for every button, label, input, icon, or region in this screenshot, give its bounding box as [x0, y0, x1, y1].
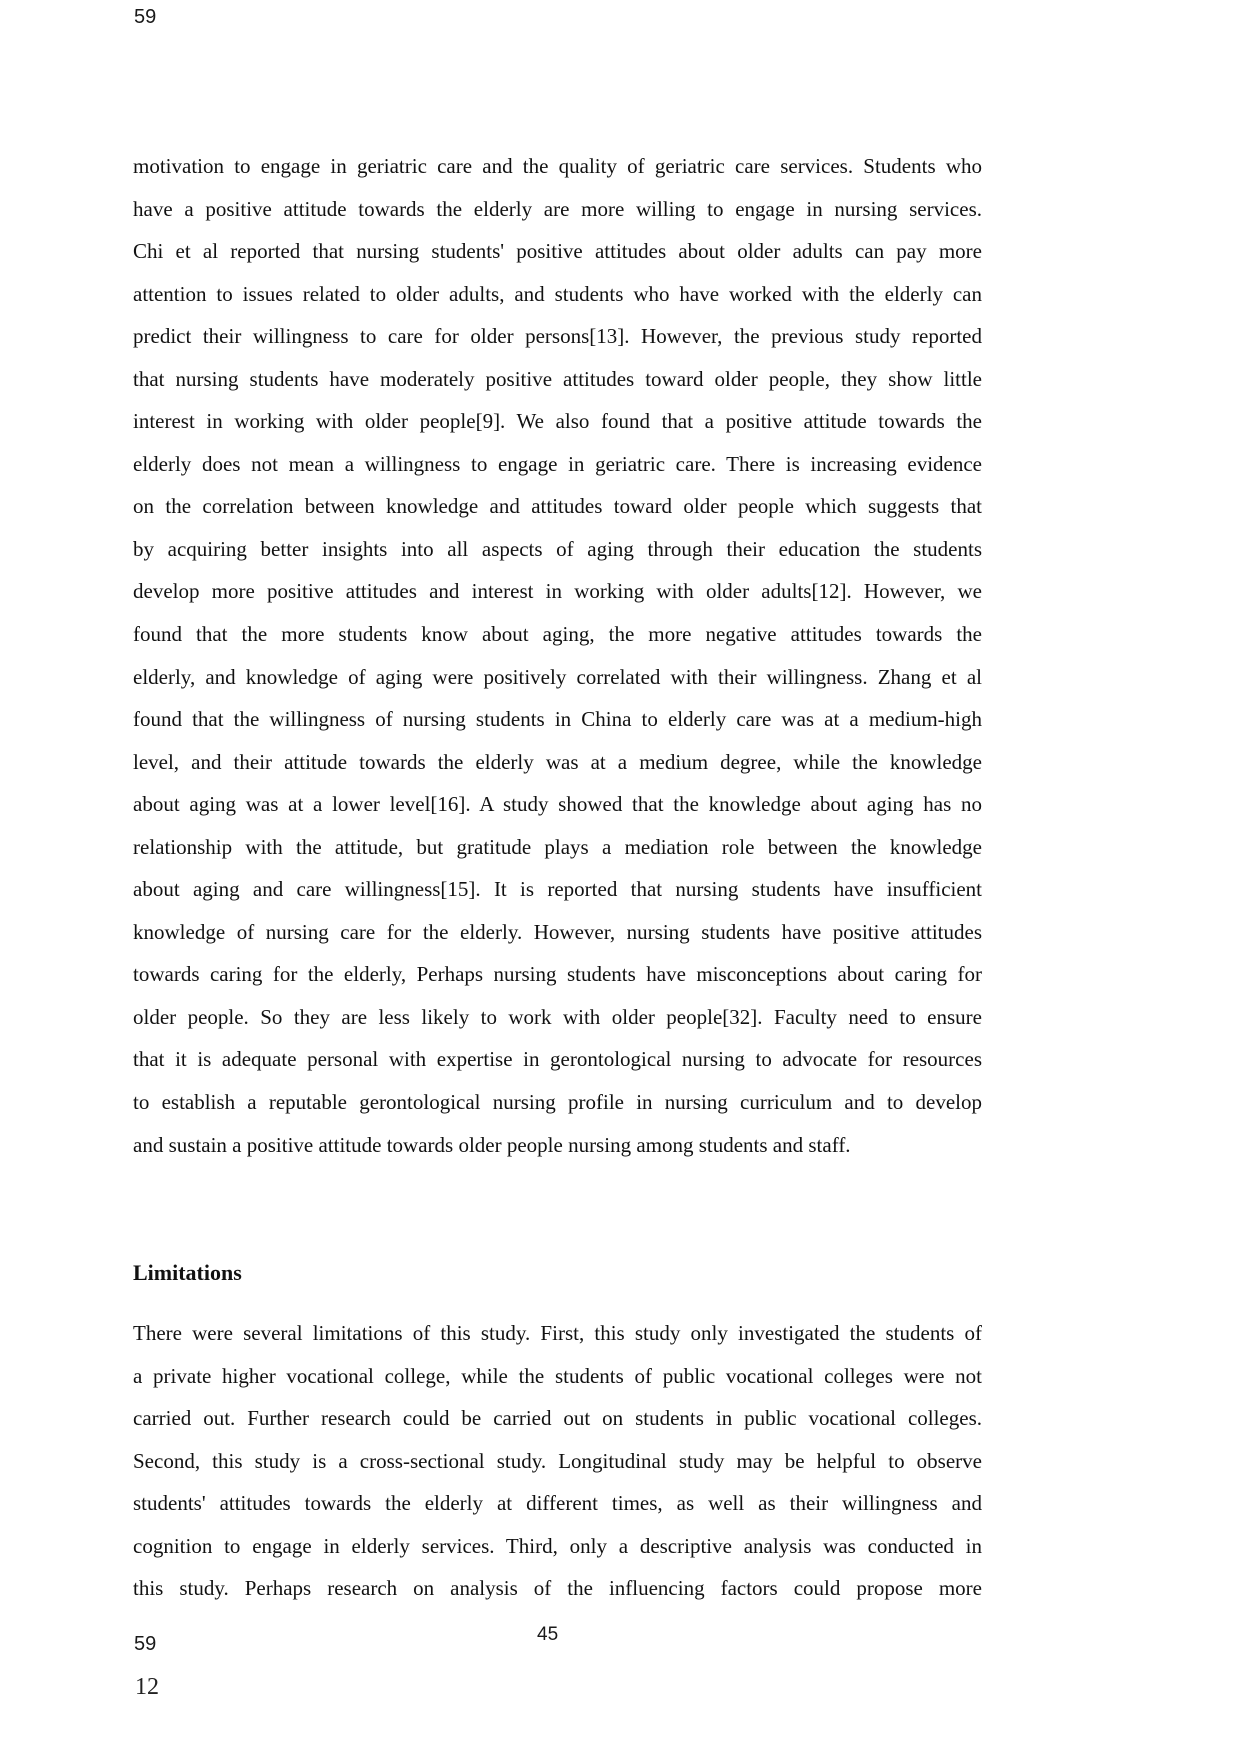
text-line: a private higher vocational college, while the students of public vocational colleges were not [133, 1363, 982, 1388]
text-line: carried out. Further research could be carried out on students in public vocational colleges. [133, 1406, 982, 1431]
limitations-heading: Limitations [133, 1260, 242, 1285]
text-line: older people. So they are less likely to work with older people[32]. Faculty need to ensure [133, 1004, 982, 1029]
text-line: about aging was at a lower level[16]. A study showed that the knowledge about aging has no [133, 792, 982, 817]
text-line: motivation to engage in geriatric care and the quality of geriatric care services. Students who [133, 154, 982, 178]
text-line: on the correlation between knowledge and attitudes toward older people which suggests that [133, 494, 982, 519]
text-line: level, and their attitude towards the elderly was at a medium degree, while the knowledge [133, 749, 982, 774]
text-line: that it is adequate personal with expertise in gerontological nursing to advocate for resources [133, 1047, 982, 1072]
text-line: knowledge of nursing care for the elderly. However, nursing students have positive attitudes [133, 919, 982, 944]
text-line: to establish a reputable gerontological nursing profile in nursing curriculum and to develop [133, 1090, 982, 1115]
top-line-number: 59 [134, 6, 157, 28]
text-line: have a positive attitude towards the elderly are more willing to engage in nursing services. [133, 196, 982, 221]
text-line: and sustain a positive attitude towards older people nursing among students and staff. [133, 1132, 851, 1157]
text-line: predict their willingness to care for older persons[13]. However, the previous study reported [133, 324, 982, 349]
bottom-line-number: 59 [134, 1633, 157, 1655]
text-line: students' attitudes towards the elderly at different times, as well as their willingness and [133, 1491, 982, 1516]
text-line: elderly, and knowledge of aging were positively correlated with their willingness. Zhang et al [133, 664, 982, 689]
text-line: about aging and care willingness[15]. It is reported that nursing students have insufficient [133, 877, 982, 902]
text-line: attention to issues related to older adults, and students who have worked with the elderly can [133, 281, 982, 306]
text-line: relationship with the attitude, but gratitude plays a mediation role between the knowledge [133, 834, 982, 859]
text-line: found that the willingness of nursing students in China to elderly care was at a medium-high [133, 707, 982, 732]
text-line: Second, this study is a cross-sectional study. Longitudinal study may be helpful to observe [133, 1448, 982, 1473]
text-line: cognition to engage in elderly services. Third, only a descriptive analysis was conducted in [133, 1533, 982, 1558]
text-line: found that the more students know about aging, the more negative attitudes towards the [133, 622, 982, 647]
discussion-paragraph [133, 145, 982, 1166]
text-line: towards caring for the elderly, Perhaps nursing students have misconceptions about caring for [133, 962, 982, 987]
text-line: that nursing students have moderately positive attitudes toward older people, they show little [133, 366, 982, 391]
corner-page-number: 12 [135, 1674, 159, 1700]
text-line: interest in working with older people[9]. We also found that a positive attitude towards the [133, 409, 982, 434]
center-page-number: 45 [537, 1624, 559, 1645]
text-line: by acquiring better insights into all aspects of aging through their education the students [133, 536, 982, 561]
text-line: Chi et al reported that nursing students' positive attitudes about older adults can pay more [133, 239, 982, 264]
text-line: this study. Perhaps research on analysis of the influencing factors could propose more [133, 1576, 982, 1601]
limitations-paragraph [133, 1312, 982, 1610]
text-line: develop more positive attitudes and interest in working with older adults[12]. However, we [133, 579, 982, 604]
text-line: There were several limitations of this study. First, this study only investigated the students of [133, 1321, 982, 1345]
text-line: elderly does not mean a willingness to engage in geriatric care. There is increasing evidence [133, 451, 982, 476]
